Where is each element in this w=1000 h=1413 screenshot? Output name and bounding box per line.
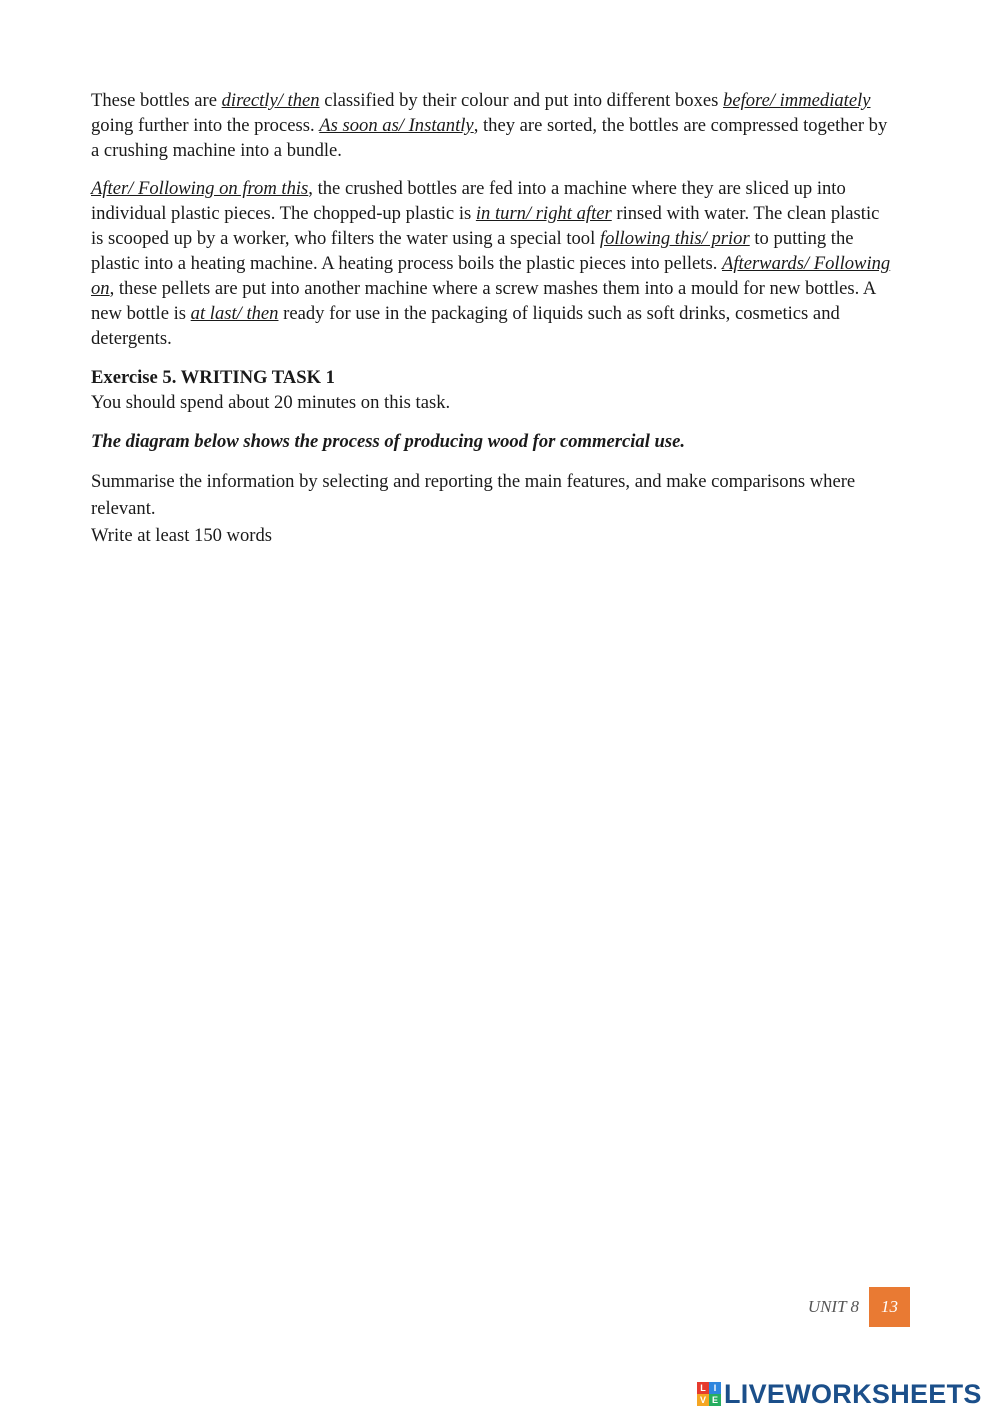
exercise-word-count: Write at least 150 words bbox=[91, 525, 273, 546]
paragraph-1-text-3: going further into the process. bbox=[91, 115, 320, 136]
paragraph-2 bbox=[91, 176, 896, 351]
paragraph-1-text-1: These bottles are bbox=[91, 90, 222, 111]
logo-letter: L bbox=[697, 1382, 709, 1394]
unit-label: UNIT 8 bbox=[807, 1297, 859, 1316]
logo-letter: V bbox=[697, 1394, 709, 1406]
paragraph-2-text-2: rinsed with water. The clean plastic is scooped up by a worker, who filters the water using a special tool bbox=[91, 203, 880, 249]
option-at-last-then[interactable]: at last/ then bbox=[190, 303, 279, 324]
paragraph-2-text-4: , these pellets are put into another machine where a screw mashes them into a mould for new bottles. A new bottle is bbox=[91, 278, 876, 324]
page-number: 13 bbox=[869, 1287, 910, 1327]
exercise-summary-instruction: Summarise the information by selecting and reporting the main features, and make comparisons where relevant. bbox=[91, 471, 856, 519]
option-as-soon-as-instantly[interactable]: As soon as/ Instantly bbox=[319, 115, 474, 136]
option-following-this-prior[interactable]: following this/ prior bbox=[599, 228, 750, 249]
brand-name: LIVEWORKSHEETS bbox=[724, 1378, 982, 1409]
option-in-turn-right-after[interactable]: in turn/ right after bbox=[475, 203, 612, 224]
paragraph-2-text-3: to putting the plastic into a heating machine. A heating process boils the plastic pieces into pellets. bbox=[91, 228, 854, 274]
page-content bbox=[91, 88, 896, 549]
paragraph-1 bbox=[91, 88, 896, 163]
option-directly-then[interactable]: directly/ then bbox=[221, 90, 320, 111]
logo-letter: E bbox=[709, 1394, 721, 1406]
page-footer bbox=[760, 1287, 910, 1327]
exercise-time-instruction: You should spend about 20 minutes on this task. bbox=[91, 392, 451, 413]
paragraph-1-text-2: classified by their colour and put into different boxes bbox=[319, 90, 724, 111]
logo-letter: I bbox=[709, 1382, 721, 1394]
liveworksheets-logo-icon bbox=[697, 1382, 721, 1406]
option-afterwards-following-on[interactable]: Afterwards/ Following on bbox=[91, 253, 891, 299]
liveworksheets-brand bbox=[697, 1377, 982, 1411]
exercise-heading: Exercise 5. WRITING TASK 1 bbox=[91, 367, 335, 388]
exercise-task-prompt: The diagram below shows the process of producing wood for commercial use. bbox=[91, 431, 685, 452]
paragraph-2-text-5: ready for use in the packaging of liquids such as soft drinks, cosmetics and detergents. bbox=[91, 303, 840, 349]
paragraph-2-text-1: , the crushed bottles are fed into a machine where they are sliced up into individual plastic pieces. The chopped-up plastic is bbox=[91, 178, 846, 224]
paragraph-1-text-4: , they are sorted, the bottles are compressed together by a crushing machine into a bundle. bbox=[91, 115, 888, 161]
option-before-immediately[interactable]: before/ immediately bbox=[723, 90, 871, 111]
option-after-following-on-from-this[interactable]: After/ Following on from this bbox=[91, 178, 309, 199]
